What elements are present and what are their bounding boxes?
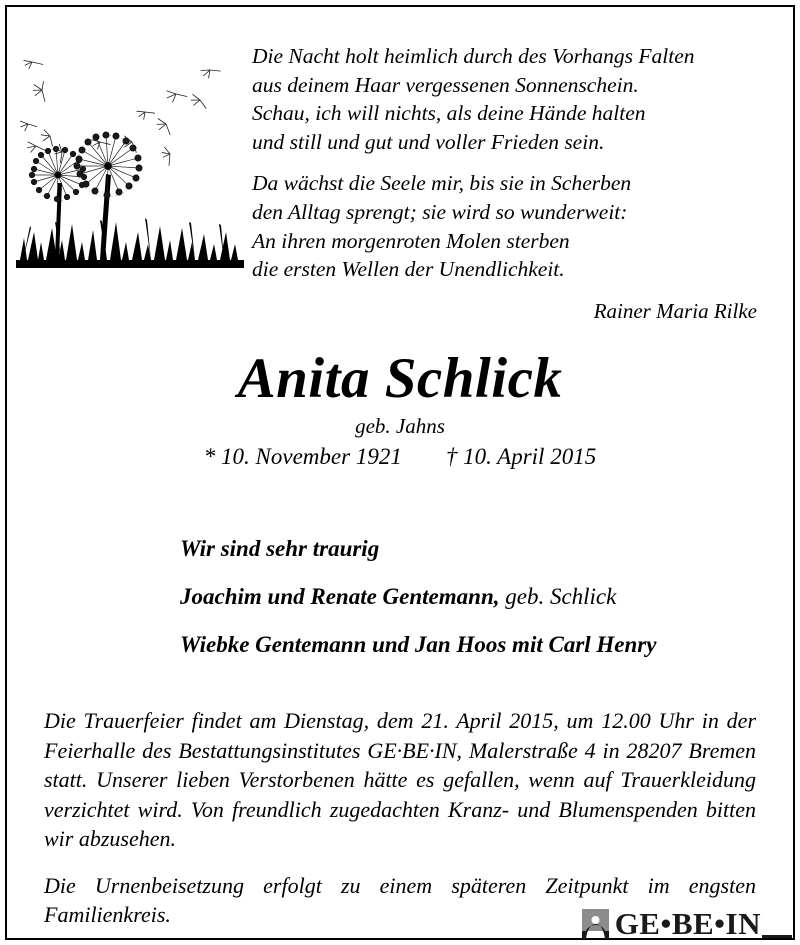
logo-underline (762, 935, 792, 938)
poem-line: und still und gut und voller Frieden sein. (252, 129, 605, 154)
mourners-intro: Wir sind sehr traurig (180, 536, 380, 561)
poem-line: aus deinem Haar vergessenen Sonnenschein. (252, 72, 639, 97)
poem-stanza-1 (252, 42, 757, 156)
mourners-line-3: Wiebke Gentemann und Jan Hoos mit Carl Henry (180, 632, 657, 657)
poem-attribution: Rainer Maria Rilke (593, 298, 757, 323)
mourners-block (180, 534, 780, 659)
gebein-figure-icon (582, 909, 609, 939)
mourner-names: Joachim und Renate Gentemann, (180, 584, 500, 609)
deceased-block (0, 348, 800, 472)
poem-line: An ihren morgenroten Molen sterben (252, 228, 570, 253)
deceased-maiden-name: geb. Jahns (355, 414, 445, 438)
poem-line: den Alltag sprengt; sie wird so wunderweit: (252, 199, 628, 224)
mourner-maiden-name: geb. Schlick (499, 584, 617, 609)
deceased-name: Anita Schlick (237, 347, 563, 410)
poem-line: Die Nacht holt heimlich durch des Vorhangs Falten (252, 44, 695, 68)
deceased-dates (0, 442, 800, 472)
dandelion-illustration (14, 42, 246, 274)
poem-line: Da wächst die Seele mir, bis sie in Scherben (252, 171, 632, 196)
poem-line: Schau, ich will nichts, als deine Hände halten (252, 101, 646, 126)
poem-stanza-2 (252, 169, 757, 283)
service-paragraph-1: Die Trauerfeier findet am Dienstag, dem 21. April 2015, um 12.00 Uhr in der Feierhalle des Bestattungsinstitutes GE·BE·IN, Malerstraße 4 in 28207 Bremen statt. Unserer lieben Verstorbenen hätte es gefallen, wenn auf Trauerkleidung verzichtet wird. Von freundlich zugedachten Kranz- und Blumenspenden bitten wir abzusehen. (44, 708, 756, 851)
death-date: † 10. April 2015 (445, 444, 597, 469)
service-paragraph-2: Die Urnenbeisetzung erfolgt zu einem späteren Zeitpunkt im engsten Familienkreis. (44, 872, 756, 927)
poem-line: die ersten Wellen der Unendlichkeit. (252, 257, 565, 282)
mourners-line-2 (180, 582, 780, 611)
gebein-logo (582, 895, 792, 941)
poem-block (252, 42, 757, 325)
birth-date: * 10. November 1921 (203, 444, 402, 469)
gebein-wordmark: GE•BE•IN (614, 906, 761, 941)
